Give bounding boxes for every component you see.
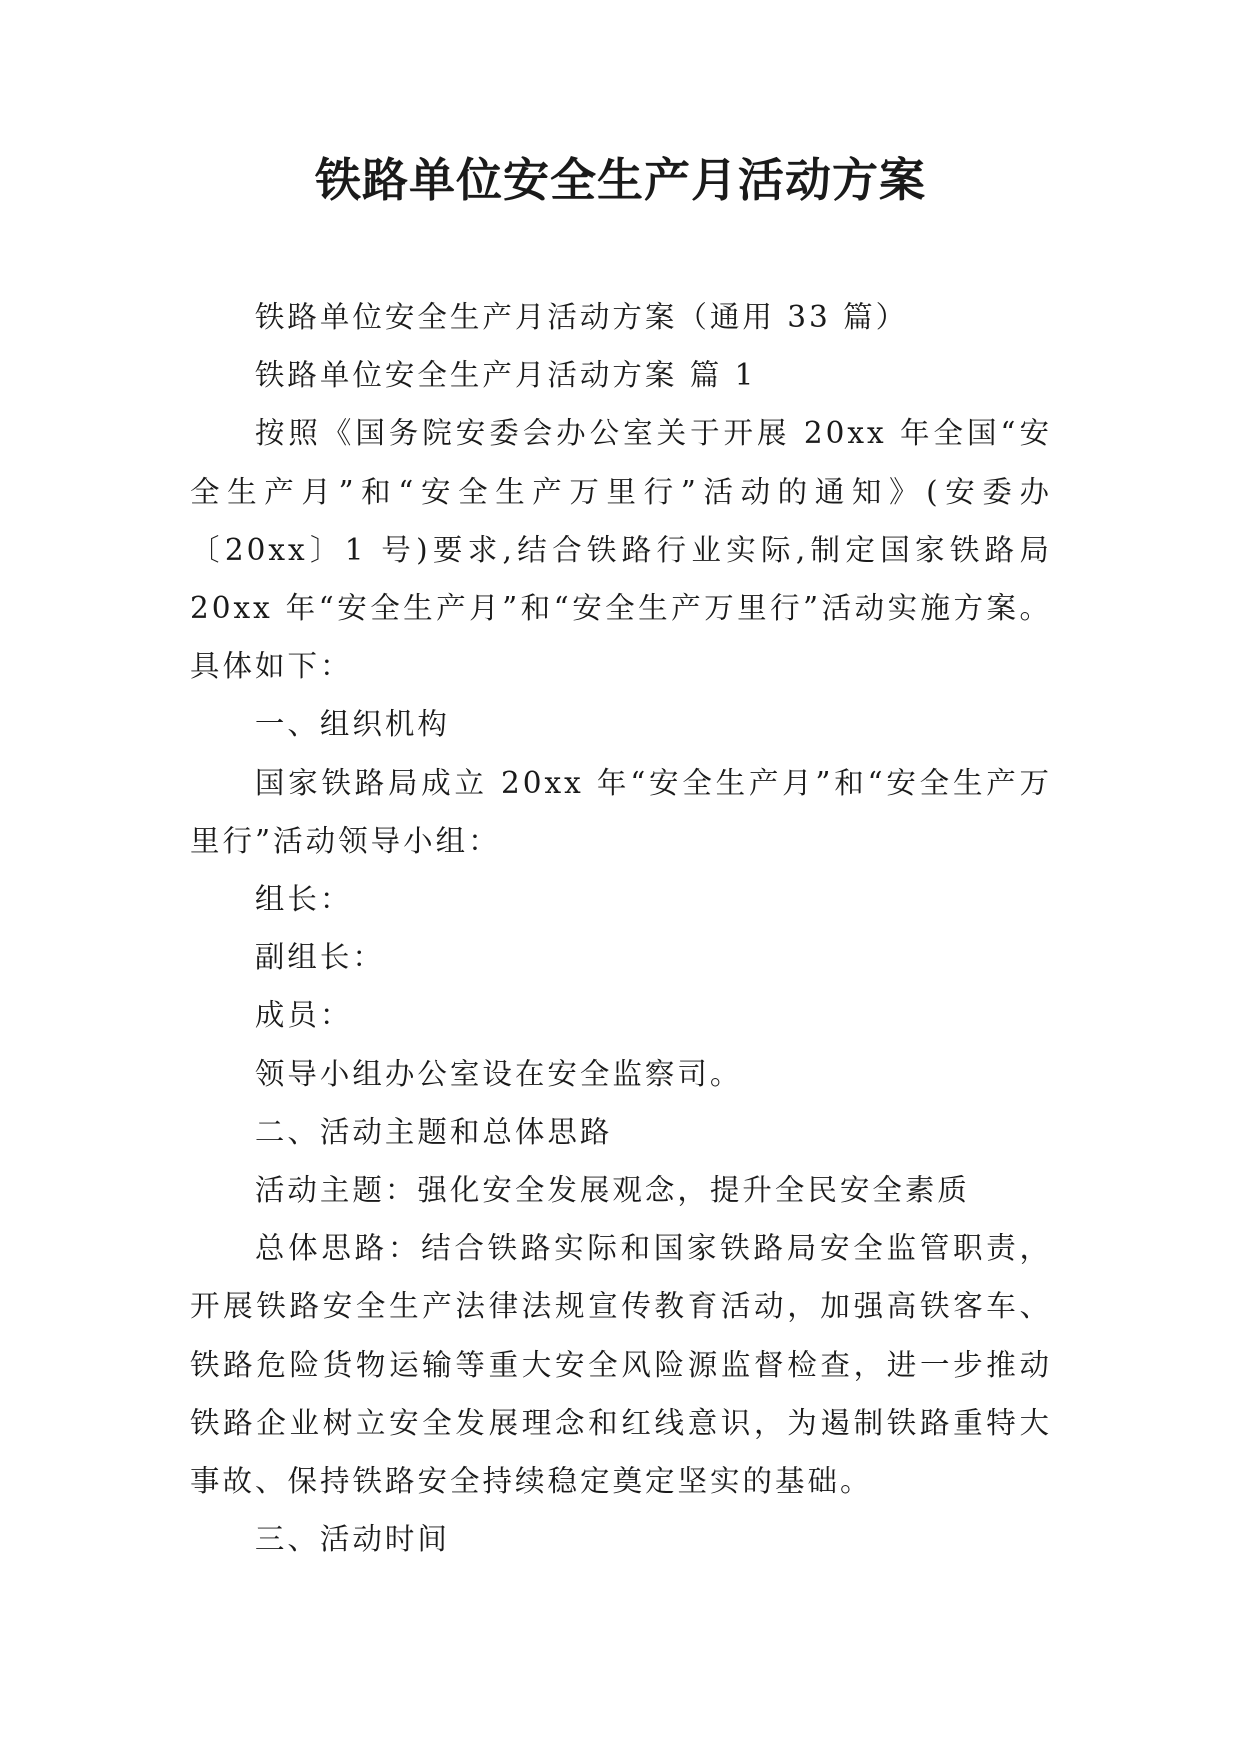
paragraph-office: 领导小组办公室设在安全监察司。	[254, 1056, 743, 1091]
line-deputy-leader: 副组长：	[254, 940, 385, 975]
document-title: 铁路单位安全生产月活动方案	[315, 153, 926, 207]
line-group-leader: 组长：	[254, 882, 353, 917]
line-members: 成员：	[254, 998, 353, 1033]
paragraph-section-heading: 铁路单位安全生产月活动方案 篇 1	[254, 358, 757, 393]
paragraph-theme: 活动主题：强化安全发展观念，提升全民安全素质	[254, 1173, 970, 1208]
heading-organization: 一、组织机构	[254, 707, 450, 742]
paragraph-subtitle: 铁路单位安全生产月活动方案（通用 33 篇）	[254, 300, 909, 334]
document-body	[190, 288, 1052, 1568]
paragraph-intro: 按照《国务院安委会办公室关于开展 20xx 年全国“安全生产月”和“安全生产万里行”活动的通知》(安委办〔20xx〕1 号)要求,结合铁路行业实际,制定国家铁路局 20xx 年“安全生产月”和“安全生产万里行”活动实施方案。具体如下：	[190, 416, 1052, 684]
heading-theme: 二、活动主题和总体思路	[254, 1114, 613, 1149]
paragraph-leadership-group: 国家铁路局成立 20xx 年“安全生产月”和“安全生产万里行”活动领导小组：	[190, 765, 1052, 858]
heading-activity-time: 三、活动时间	[254, 1522, 450, 1557]
paragraph-overall-approach: 总体思路：结合铁路实际和国家铁路局安全监管职责，开展铁路安全生产法律法规宣传教育活动，加强高铁客车、铁路危险货物运输等重大安全风险源监督检查，进一步推动铁路企业树立安全发展理念和红线意识，为遏制铁路重特大事故、保持铁路安全持续稳定奠定坚实的基础。	[190, 1231, 1052, 1499]
